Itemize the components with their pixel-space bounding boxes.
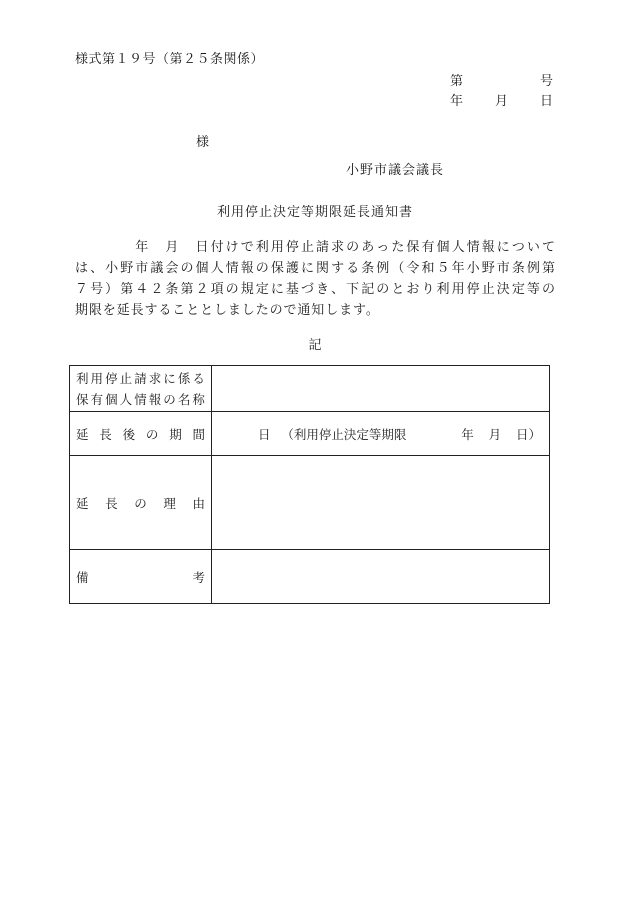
label-char: の bbox=[163, 391, 176, 407]
body-char bbox=[180, 237, 193, 258]
body-char: 例 bbox=[526, 261, 540, 276]
label-char: 係 bbox=[177, 370, 191, 386]
body-char bbox=[105, 237, 118, 258]
period-day-close: 日） bbox=[515, 426, 541, 442]
body-char: あ bbox=[361, 240, 375, 255]
label-char: 延 bbox=[76, 495, 89, 511]
body-char bbox=[75, 237, 88, 258]
body-char: 規 bbox=[240, 282, 254, 297]
body-char bbox=[150, 237, 163, 258]
label-char: 利 bbox=[76, 370, 89, 386]
body-char: 停 bbox=[466, 282, 480, 297]
ki-heading: 記 bbox=[308, 338, 322, 353]
label-char: に bbox=[163, 370, 176, 386]
form-number-label: 様式第１９号（第２５条関係） bbox=[75, 52, 265, 67]
body-char: の bbox=[376, 282, 390, 297]
label-char: 求 bbox=[148, 370, 162, 386]
body-char: の bbox=[225, 282, 239, 297]
body-char: ７ bbox=[75, 282, 89, 297]
period-paren-text: （利用停止決定等期限 bbox=[281, 426, 407, 442]
label-char: 止 bbox=[119, 370, 133, 386]
issuer-name: 小野市議会議長 bbox=[346, 163, 445, 178]
addressee-honorific: 様 bbox=[196, 135, 210, 150]
body-char: 会 bbox=[165, 261, 179, 276]
body-char: 付 bbox=[210, 240, 224, 255]
body-line-1 bbox=[75, 237, 555, 258]
body-char: 報 bbox=[481, 240, 495, 255]
body-char: っ bbox=[376, 240, 390, 255]
value-extended-period[interactable] bbox=[212, 412, 550, 456]
body-char: づ bbox=[300, 282, 314, 297]
period-month: 月 bbox=[488, 426, 502, 442]
body-char: 人 bbox=[451, 240, 465, 255]
body-char: る bbox=[346, 261, 360, 276]
body-char: つ bbox=[511, 240, 525, 255]
body-char: 定 bbox=[511, 282, 525, 297]
body-char: に bbox=[270, 282, 284, 297]
label-char: 用 bbox=[90, 370, 104, 386]
body-char: 市 bbox=[135, 261, 149, 276]
body-char: 市 bbox=[496, 261, 510, 276]
number-suffix: 号 bbox=[540, 74, 554, 89]
label-char: 停 bbox=[105, 370, 118, 386]
body-char: 人 bbox=[210, 261, 224, 276]
body-char: 等 bbox=[526, 282, 540, 297]
body-char: と bbox=[391, 282, 405, 297]
body-char: き bbox=[316, 282, 330, 297]
body-char: お bbox=[406, 282, 420, 297]
body-char: 決 bbox=[496, 282, 510, 297]
period-day: 日 bbox=[258, 426, 271, 442]
table-row-information-name bbox=[70, 366, 550, 412]
body-char: 下 bbox=[346, 282, 360, 297]
body-char: 条 bbox=[511, 261, 525, 276]
body-char: 例 bbox=[376, 261, 390, 276]
body-char bbox=[90, 237, 103, 258]
body-char: 議 bbox=[150, 261, 164, 276]
body-char: ５ bbox=[436, 261, 450, 276]
label-char: の bbox=[134, 495, 147, 511]
body-char: 号 bbox=[90, 282, 104, 297]
body-char: の bbox=[255, 261, 269, 276]
label-char: 保 bbox=[76, 391, 89, 407]
label-char: 情 bbox=[134, 391, 147, 407]
body-char: 月 bbox=[165, 240, 179, 255]
body-char: 日 bbox=[195, 240, 209, 255]
body-char: 利 bbox=[436, 282, 450, 297]
label-information-name-line2 bbox=[76, 389, 205, 410]
body-char: 個 bbox=[436, 240, 450, 255]
body-char: 、 bbox=[90, 261, 104, 276]
body-char: 条 bbox=[361, 261, 375, 276]
date-day: 日 bbox=[540, 94, 554, 109]
body-char: 小 bbox=[466, 261, 480, 276]
label-char: 名 bbox=[177, 391, 191, 407]
body-char: 個 bbox=[195, 261, 209, 276]
value-extension-reason[interactable] bbox=[212, 456, 550, 550]
label-char: る bbox=[192, 370, 205, 386]
body-char: 野 bbox=[120, 261, 134, 276]
label-char: 由 bbox=[192, 495, 205, 511]
label-extended-period bbox=[70, 412, 212, 456]
body-char: た bbox=[391, 240, 405, 255]
body-char: （ bbox=[391, 261, 405, 276]
label-char: 長 bbox=[105, 495, 118, 511]
label-char: 人 bbox=[119, 391, 133, 407]
label-char: 個 bbox=[105, 391, 118, 407]
body-char: 情 bbox=[466, 240, 480, 255]
label-information-name-line1 bbox=[76, 368, 205, 389]
body-char: 第 bbox=[541, 261, 555, 276]
body-char: に bbox=[496, 240, 510, 255]
body-char: す bbox=[331, 261, 345, 276]
body-char: ） bbox=[105, 282, 119, 297]
body-char: 利 bbox=[255, 240, 269, 255]
body-char: 記 bbox=[361, 282, 375, 297]
label-char: 報 bbox=[148, 391, 162, 407]
body-char: で bbox=[240, 240, 254, 255]
notice-body-text bbox=[75, 237, 555, 321]
body-line-2 bbox=[75, 258, 555, 279]
label-char: の bbox=[145, 426, 159, 442]
table-row-extended-period bbox=[70, 412, 550, 456]
body-char: は bbox=[75, 261, 89, 276]
body-char: 第 bbox=[120, 282, 134, 297]
body-char: 野 bbox=[481, 261, 495, 276]
body-char: 請 bbox=[316, 240, 330, 255]
extension-details-table bbox=[69, 365, 550, 604]
body-char: ２ bbox=[195, 282, 209, 297]
body-char: 情 bbox=[225, 261, 239, 276]
body-char: 保 bbox=[270, 261, 284, 276]
label-char: 長 bbox=[99, 426, 112, 442]
body-line-4: 期限を延長することとしましたので通知します。 bbox=[75, 303, 380, 318]
label-remarks bbox=[70, 550, 212, 604]
date-year: 年 bbox=[450, 94, 464, 109]
body-char: 関 bbox=[316, 261, 330, 276]
body-char: 保 bbox=[406, 240, 420, 255]
label-char: 理 bbox=[163, 495, 176, 511]
body-char: に bbox=[300, 261, 314, 276]
body-line-3 bbox=[75, 279, 555, 300]
body-char: 和 bbox=[421, 261, 435, 276]
body-char: 止 bbox=[481, 282, 495, 297]
body-char: 年 bbox=[135, 240, 149, 255]
label-char: 間 bbox=[192, 426, 205, 442]
body-char: の bbox=[180, 261, 194, 276]
body-char: 求 bbox=[331, 240, 345, 255]
body-char: 年 bbox=[451, 261, 465, 276]
body-char: 定 bbox=[255, 282, 269, 297]
body-char: り bbox=[421, 282, 435, 297]
body-char: 令 bbox=[406, 261, 420, 276]
label-information-name bbox=[70, 366, 212, 412]
table-row-extension-reason bbox=[70, 456, 550, 550]
body-char: 条 bbox=[165, 282, 179, 297]
label-char: 備 bbox=[76, 569, 89, 585]
body-char: 報 bbox=[240, 261, 254, 276]
label-char: 期 bbox=[169, 426, 182, 442]
body-char: ４ bbox=[135, 282, 149, 297]
number-prefix: 第 bbox=[450, 74, 464, 89]
body-char: 用 bbox=[451, 282, 465, 297]
date-month: 月 bbox=[495, 94, 509, 109]
label-char: 考 bbox=[192, 569, 205, 585]
label-char: 請 bbox=[134, 370, 147, 386]
body-char: 護 bbox=[285, 261, 299, 276]
body-char: 用 bbox=[270, 240, 284, 255]
body-char: 基 bbox=[285, 282, 299, 297]
body-char: い bbox=[526, 240, 540, 255]
body-char: 第 bbox=[180, 282, 194, 297]
body-char: 有 bbox=[421, 240, 435, 255]
value-remarks[interactable] bbox=[212, 550, 550, 604]
label-char: 有 bbox=[90, 391, 104, 407]
body-char: の bbox=[541, 282, 555, 297]
body-char: 項 bbox=[210, 282, 224, 297]
label-char: 延 bbox=[76, 426, 89, 442]
period-year: 年 bbox=[461, 426, 474, 442]
value-information-name[interactable] bbox=[212, 366, 550, 412]
body-char: 小 bbox=[105, 261, 119, 276]
body-char: ２ bbox=[150, 282, 164, 297]
body-char bbox=[120, 237, 133, 258]
body-char: 、 bbox=[331, 282, 345, 297]
body-char: 止 bbox=[300, 240, 314, 255]
document-title: 利用停止決定等期限延長通知書 bbox=[216, 205, 413, 220]
body-char: て bbox=[541, 240, 555, 255]
table-row-remarks bbox=[70, 550, 550, 604]
label-extension-reason bbox=[70, 456, 212, 550]
label-char: 称 bbox=[192, 391, 205, 407]
body-char: け bbox=[225, 240, 239, 255]
body-char: の bbox=[346, 240, 360, 255]
body-char: 停 bbox=[285, 240, 299, 255]
label-char: 後 bbox=[122, 426, 136, 442]
